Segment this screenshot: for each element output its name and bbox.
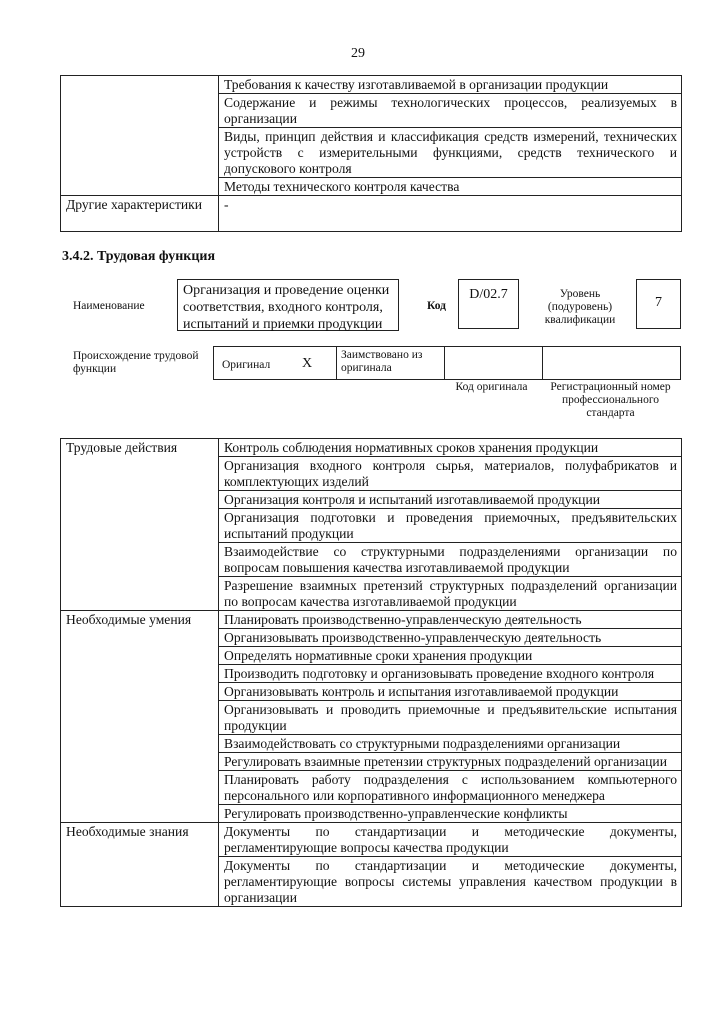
origin-label: Происхождение трудовой функции [73,350,199,375]
table-row [61,76,682,94]
top-knowledge-table [60,75,682,232]
group-label: Трудовые действия [61,439,219,611]
list-item: Взаимодействовать со структурными подразделениями организации [219,735,682,753]
list-item: Организовывать производственно-управленческую деятельность [219,629,682,647]
list-item: Регулировать производственно-управленческие конфликты [219,805,682,823]
labor-function-table [60,438,682,907]
level-value-box: 7 [636,279,681,329]
row-value: - [219,196,682,232]
list-item: Организация подготовки и проведения приемочных, предъявительских испытаний продукции [219,509,682,543]
row-label [61,76,219,196]
row-value: Требования к качеству изготавливаемой в организации продукции [219,76,682,94]
list-item: Организация контроля и испытаний изготавливаемой продукции [219,491,682,509]
table-row [61,611,682,629]
original-code-cell [445,347,543,379]
origin-table [213,346,681,380]
level-label: Уровень (подуровень) квалификации [544,288,616,326]
reg-number-caption: Регистрационный номер профессионального стандарта [550,381,671,419]
table-row [61,439,682,457]
section-heading: 3.4.2. Трудовая функция [62,249,216,264]
row-label: Другие характеристики [61,196,219,232]
list-item: Разрешение взаимных претензий структурных подразделений организации по вопросам качества изготавливаемой продукции [219,577,682,611]
name-label: Наименование [73,300,145,312]
code-value-box: D/02.7 [458,279,519,329]
group-label: Необходимые умения [61,611,219,823]
list-item: Планировать работу подразделения с использованием компьютерного персонального или корпоративного информационного менеджера [219,771,682,805]
list-item: Организовывать и проводить приемочные и предъявительские испытания продукции [219,701,682,735]
list-item: Планировать производственно-управленческую деятельность [219,611,682,629]
function-name-box: Организация и проведение оценки соответствия, входного контроля, испытаний и приемки продукции [177,279,399,331]
original-label: Оригинал [222,359,271,371]
reg-number-cell [543,347,680,379]
list-item: Документы по стандартизации и методические документы, регламентирующие вопросы качества продукции [219,823,682,857]
original-mark: X [302,356,313,371]
row-value: Методы технического контроля качества [219,178,682,196]
original-cell [214,347,337,379]
list-item: Производить подготовку и организовывать проведение входного контроля [219,665,682,683]
list-item: Организовывать контроль и испытания изготавливаемой продукции [219,683,682,701]
list-item: Взаимодействие со структурными подразделениями организации по вопросам повышения качества изготавливаемой продукции [219,543,682,577]
list-item: Организация входного контроля сырья, материалов, полуфабрикатов и комплектующих изделий [219,457,682,491]
table-row [61,823,682,857]
group-label: Необходимые знания [61,823,219,907]
list-item: Определять нормативные сроки хранения продукции [219,647,682,665]
list-item: Контроль соблюдения нормативных сроков хранения продукции [219,439,682,457]
table-row [61,196,682,232]
code-original-caption: Код оригинала [455,381,528,393]
list-item: Документы по стандартизации и методические документы, регламентирующие вопросы системы управления качеством продукции в организации [219,857,682,907]
borrowed-cell: Заимствовано из оригинала [337,347,445,379]
list-item: Регулировать взаимные претензии структурных подразделений организации [219,753,682,771]
row-value: Содержание и режимы технологических процессов, реализуемых в организации [219,94,682,128]
row-value: Виды, принцип действия и классификация средств измерений, технических устройств с измерительными функциями, средств технического и допускового контроля [219,128,682,178]
page-number: 29 [351,46,365,61]
code-label: Код [427,300,447,312]
